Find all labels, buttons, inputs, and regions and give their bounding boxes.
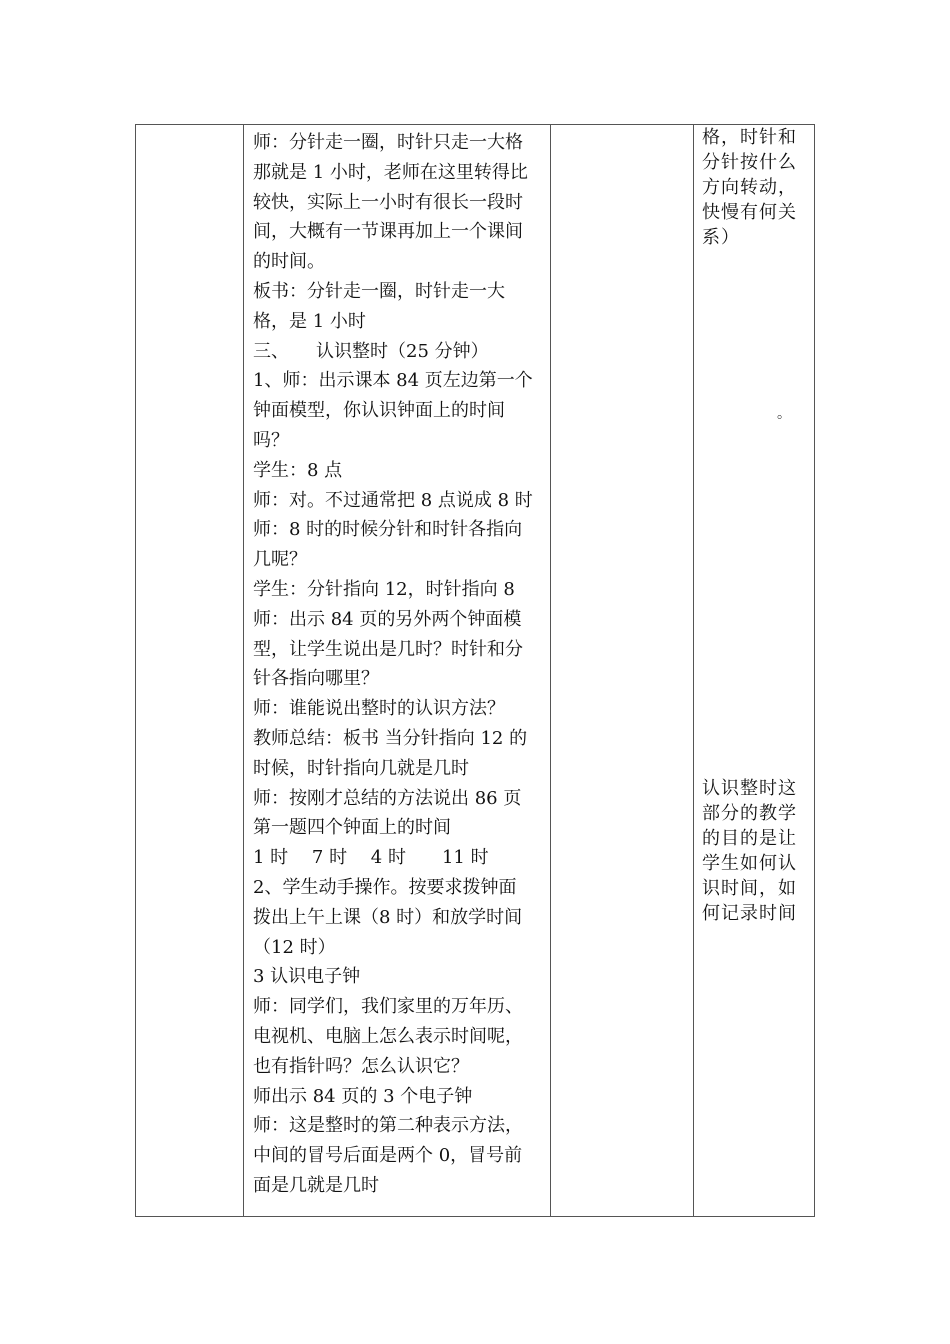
process-text-line: 较快，实际上一小时有很长一段时 (253, 191, 523, 213)
process-text-line: 师：同学们，我们家里的万年历、 (253, 996, 523, 1018)
process-text-line: 格，是 1 小时 (253, 310, 366, 332)
column-divider (550, 125, 551, 1216)
process-text-line: 师：按刚才总结的方法说出 86 页 (253, 787, 522, 809)
process-text-line: 几呢？ (253, 549, 307, 571)
note-text-line: 快慢有何关 (702, 202, 797, 223)
process-text-line: 1 时 7 时 4 时 11 时 (253, 847, 489, 869)
process-text-line: 师：8 时的时候分针和时针各指向 (253, 519, 523, 541)
note-text-line: 分针按什么 (702, 152, 797, 173)
process-text-line: 师出示 84 页的 3 个电子钟 (253, 1085, 473, 1107)
teaching-process-cell (243, 125, 550, 1216)
note-text-line: 认识整时这 (702, 778, 797, 799)
process-text-line: 学生：8 点 (253, 459, 343, 481)
process-text-line: 1、师：出示课本 84 页左边第一个 (253, 370, 533, 392)
process-text-line: 吗？ (253, 429, 289, 451)
note-text-line: 系） (702, 227, 740, 248)
design-notes-cell (693, 125, 815, 1216)
process-text-line: 也有指针吗？怎么认识它？ (253, 1055, 469, 1077)
process-text-line: 时候，时针指向几就是几时 (253, 757, 469, 779)
process-text-line: 师：出示 84 页的另外两个钟面模 (253, 608, 522, 630)
process-text-line: 针各指向哪里？ (253, 668, 379, 690)
notes-bottom (702, 776, 797, 926)
process-text-line: 板书：分针走一圈，时针走一大 (253, 280, 505, 302)
note-text-line: 学生如何认 (702, 853, 797, 874)
process-text-line: 学生：分针指向 12，时针指向 8 (253, 578, 515, 600)
note-text-line: 部分的教学 (702, 803, 797, 824)
notes-mark: 。 (777, 406, 791, 422)
process-text-line: 师：这是整时的第二种表示方法， (253, 1115, 523, 1137)
process-text-line: 面是几就是几时 (253, 1174, 379, 1196)
process-text-line: 第一题四个钟面上的时间 (253, 817, 451, 839)
process-text-line: （12 时） (253, 936, 336, 958)
note-text-line: 的目的是让 (702, 828, 797, 849)
process-text-line: 的时间。 (253, 251, 325, 273)
process-text-line: 师：分针走一圈，时针只走一大格 (253, 132, 523, 153)
process-text-line: 师：谁能说出整时的认识方法？ (253, 698, 505, 720)
process-text-line: 那就是 1 小时，老师在这里转得比 (253, 161, 528, 183)
process-text-line: 师：对。不过通常把 8 点说成 8 时 (253, 489, 533, 511)
process-text-line: 2、学生动手操作。按要求拨钟面 (253, 876, 517, 898)
process-text-line: 型，让学生说出是几时？时针和分 (253, 638, 523, 660)
process-text-line: 钟面模型，你认识钟面上的时间 (253, 400, 505, 422)
lesson-plan-table (135, 124, 815, 1217)
note-text-line: 识时间，如 (702, 878, 797, 899)
notes-top (702, 125, 797, 250)
note-text-line: 何记录时间 (702, 903, 797, 924)
process-text-line: 间，大概有一节课再加上一个课间 (253, 221, 523, 243)
note-text-line: 方向转动， (702, 177, 797, 198)
process-text-line: 教师总结：板书 当分针指向 12 的 (253, 727, 528, 749)
process-text-line: 电视机、电脑上怎么表示时间呢， (253, 1025, 523, 1047)
note-text-line: 格，时针和 (702, 127, 797, 148)
process-text-line: 拨出上午上课（8 时）和放学时间 (253, 906, 523, 928)
process-text-line: 三、 认识整时（25 分钟） (253, 340, 489, 362)
process-text-line: 中间的冒号后面是两个 0，冒号前 (253, 1145, 523, 1167)
process-text-line: 3 认识电子钟 (253, 966, 361, 988)
